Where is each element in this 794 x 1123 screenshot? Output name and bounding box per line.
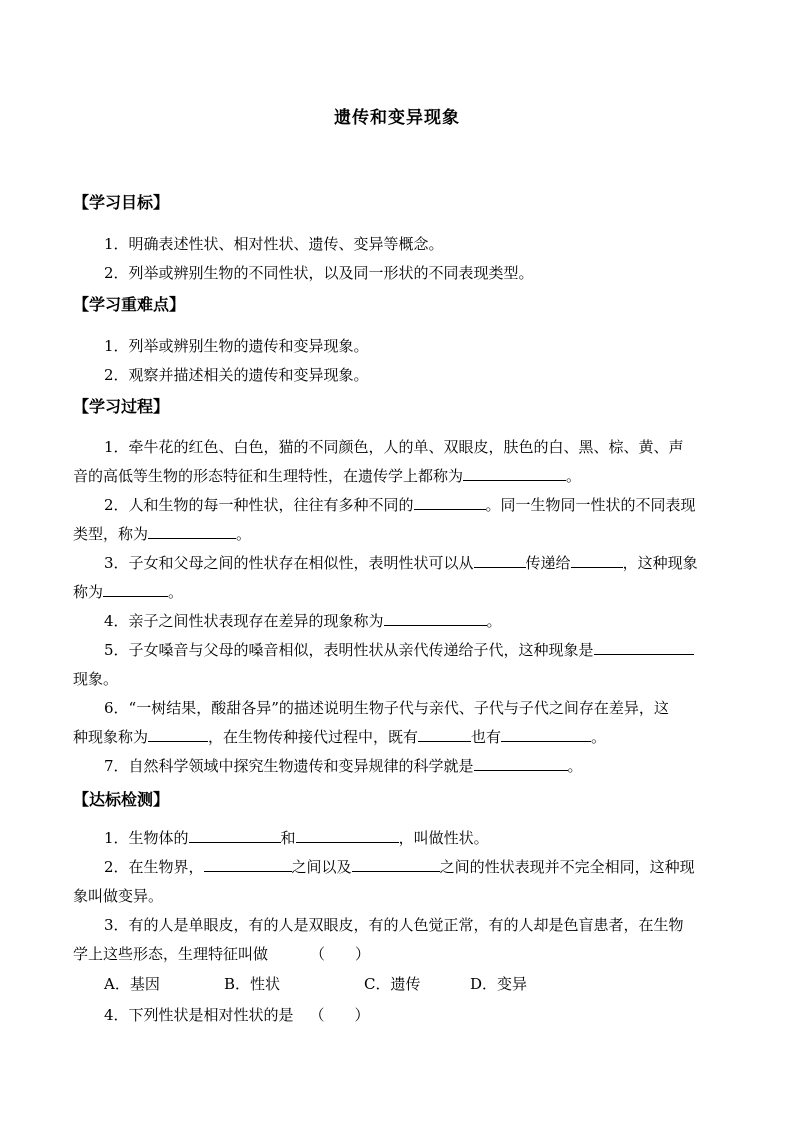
- section-heading-key-points: 【学习重难点】: [73, 295, 186, 314]
- page-title: 遗传和变异现象: [334, 108, 460, 128]
- test-q3-line1: 3．有的人是单眼皮，有的人是双眼皮，有的人色觉正常，有的人却是色盲患者，在生物: [104, 916, 684, 934]
- process-q3-line1: 3．子女和父母之间的性状存在相似性，表明性状可以从 传递给 ，这种现象: [104, 554, 698, 572]
- section-heading-process: 【学习过程】: [73, 397, 170, 416]
- process-q2-line2: 类型，称为 。: [73, 525, 252, 543]
- blank[interactable]: [296, 827, 399, 843]
- test-q2-line1: 2．在生物界， 之间以及 之间的性状表现并不完全相同，这种现: [104, 858, 695, 876]
- blank[interactable]: [474, 755, 568, 771]
- test-q3-options: [104, 973, 527, 994]
- test-q4: 4．下列性状是相对性状的是 （ ）: [104, 1006, 370, 1024]
- process-q5-line2: 现象。: [73, 670, 119, 688]
- blank[interactable]: [594, 639, 694, 655]
- key-point-item-2: 2．观察并描述相关的遗传和变异现象。: [104, 366, 369, 384]
- process-q4: 4．亲子之间性状表现存在差异的现象称为 。: [104, 612, 502, 630]
- blank[interactable]: [352, 856, 440, 872]
- process-q6-line1: 6．“一树结果，酸甜各异”的描述说明生物子代与亲代、子代与子代之间存在差异，这: [104, 699, 669, 717]
- process-q5-line1: 5．子女嗓音与父母的嗓音相似，表明性状从亲代传递给子代，这种现象是: [104, 639, 694, 660]
- goal-item-1: 1．明确表述性状、相对性状、遗传、变异等概念。: [104, 235, 444, 253]
- test-q2-line2: 象叫做变异。: [73, 887, 164, 905]
- blank[interactable]: [463, 465, 566, 481]
- process-q1-line1: 1．牵牛花的红色、白色，猫的不同颜色，人的单、双眼皮，肤色的白、黑、棕、黄、声: [104, 438, 684, 456]
- blank[interactable]: [148, 523, 236, 539]
- blank[interactable]: [384, 610, 487, 626]
- process-q3-line2: 称为 。: [73, 583, 184, 601]
- answer-paren[interactable]: （ ）: [310, 945, 371, 963]
- process-q2-line1: 2．人和生物的每一种性状，往往有多种不同的 。同一生物同一性状的不同表现: [104, 496, 696, 514]
- blank[interactable]: [418, 726, 471, 742]
- blank[interactable]: [571, 552, 623, 568]
- process-q1-line2: 音的高低等生物的形态特征和生理特性，在遗传学上都称为 。: [73, 467, 582, 485]
- section-heading-goals: 【学习目标】: [73, 193, 170, 212]
- blank[interactable]: [474, 552, 526, 568]
- blank[interactable]: [414, 494, 486, 510]
- blank[interactable]: [103, 581, 168, 597]
- option-b[interactable]: B．性状: [224, 975, 281, 993]
- option-c[interactable]: C．遗传: [364, 975, 421, 993]
- blank[interactable]: [501, 726, 591, 742]
- blank[interactable]: [148, 726, 208, 742]
- test-q1: 1．生物体的 和 ，叫做性状。: [104, 829, 489, 847]
- key-point-item-1: 1．列举或辨别生物的遗传和变异现象。: [104, 337, 369, 355]
- option-a[interactable]: A．基因: [104, 975, 160, 993]
- section-heading-test: 【达标检测】: [73, 790, 170, 809]
- blank[interactable]: [189, 827, 281, 843]
- process-q6-line2: 种现象称为 ，在生物传种接代过程中，既有 也有 。: [73, 728, 607, 746]
- goal-item-2: 2．列举或辨别生物的不同性状，以及同一形状的不同表现类型。: [104, 264, 534, 282]
- test-q3-line2: 学上这些形态，生理特征叫做 （ ）: [73, 945, 371, 963]
- blank[interactable]: [204, 856, 292, 872]
- answer-paren[interactable]: （ ）: [309, 1006, 370, 1024]
- option-d[interactable]: D．变异: [470, 975, 528, 993]
- process-q7: 7．自然科学领域中探究生物遗传和变异规律的科学就是 。: [104, 757, 583, 775]
